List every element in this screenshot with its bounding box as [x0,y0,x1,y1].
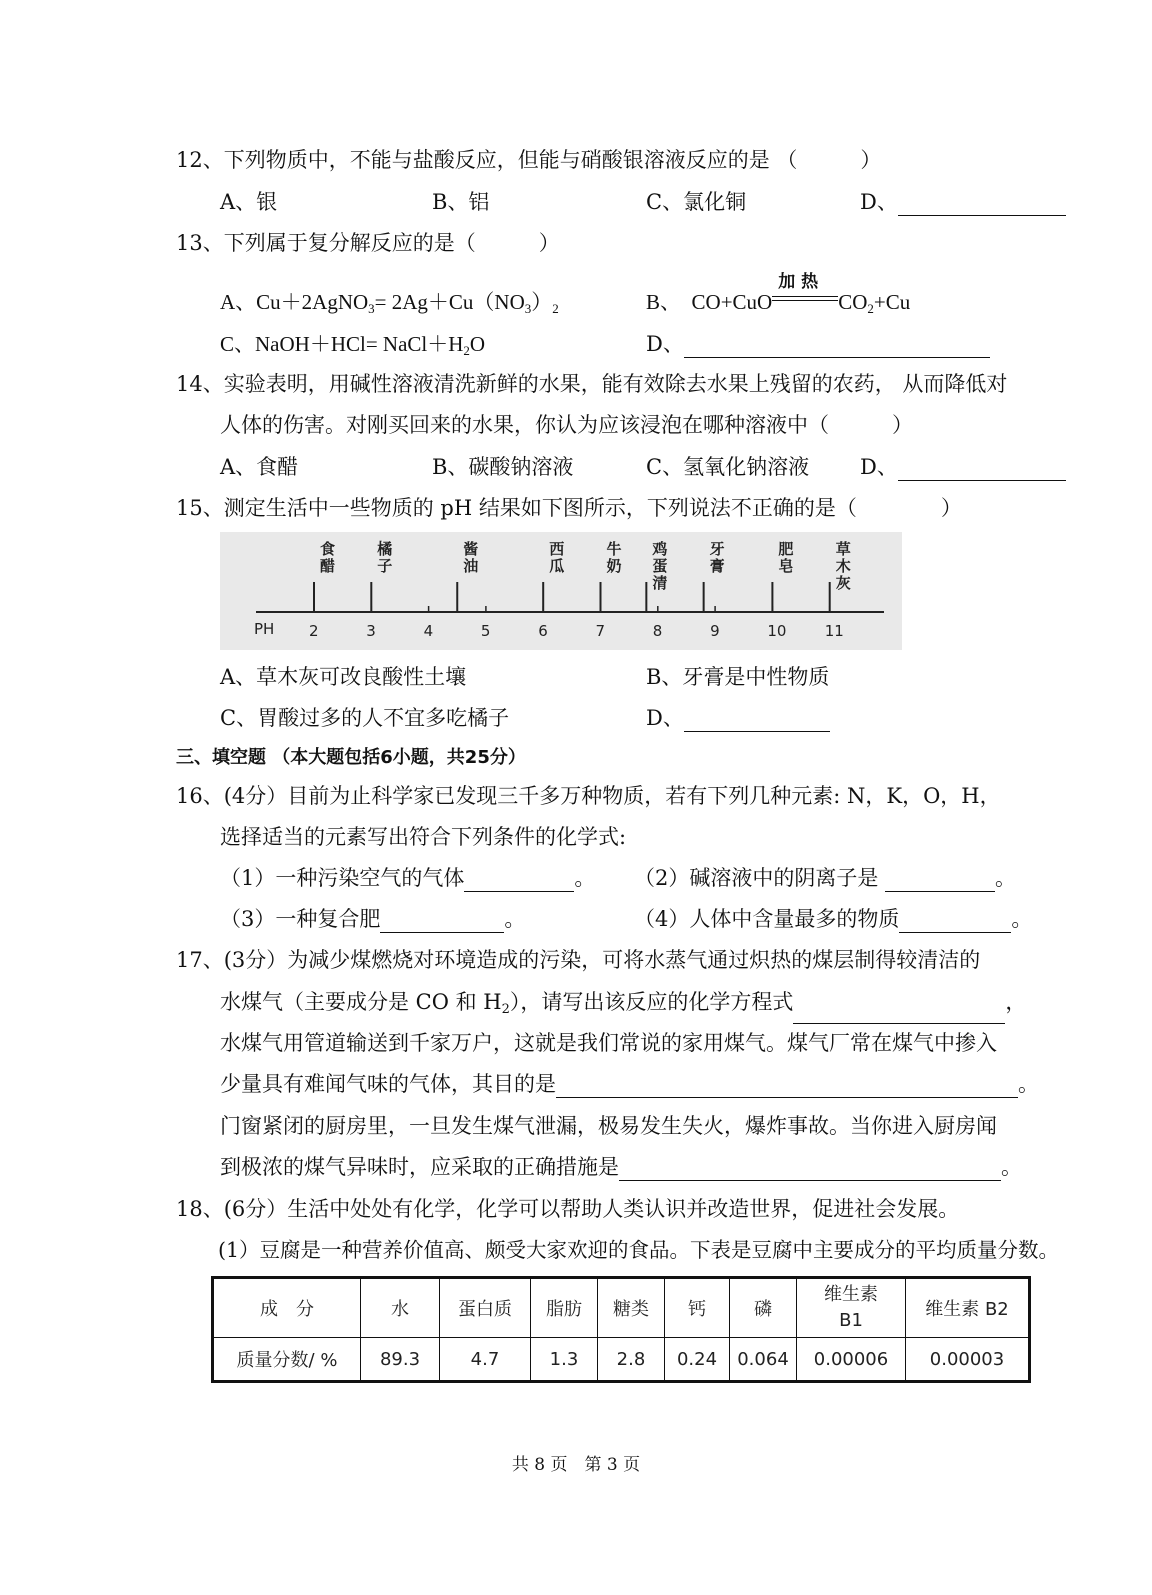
q12-option-a: A、银 [220,190,278,214]
table-header-cell: 成 分 [213,1278,361,1338]
ph-scale-svg [220,532,902,650]
q15-option-d-label: D、 [646,706,684,730]
ph-substance-label: 鸡 [652,540,668,558]
tofu-composition-table [211,1276,1031,1383]
ph-substance-label: 草 [835,540,851,558]
q16-part1: （1）一种污染空气的气体 。 [220,866,596,890]
q17-line6: 到极浓的煤气异味时，应采取的正确措施是 。 [220,1155,1022,1179]
answer-blank[interactable] [380,912,504,933]
ph-scale-figure [220,532,902,650]
q14-option-c: C、氢氧化钠溶液 [646,455,810,479]
q14-option-d [860,453,1066,481]
answer-blank[interactable] [684,711,830,732]
q13-option-c: C、NaOH＋HCl= $NaCl+H_2O$ [220,332,486,358]
table-cell: 1.3 [531,1338,598,1382]
answer-blank[interactable] [898,195,1066,216]
q13-option-d [646,330,990,358]
ph-substance-label: 子 [377,557,393,575]
q15-option-c: C、胃酸过多的人不宜多吃橘子 [220,706,510,730]
answer-blank[interactable] [898,460,1066,481]
q14-option-d-label: D、 [860,455,898,479]
table-row [213,1338,1030,1382]
ph-substance-label: 皂 [778,557,794,575]
q13-stem: 13、下列属于复分解反应的是（ ） [176,231,560,255]
q17-line2: 水煤气（主要成分是 CO 和 $H_2$），请写出该反应的化学方程式 ， [220,988,1026,1024]
answer-blank[interactable] [684,337,990,358]
q17-line3: 水煤气用管道输送到千家万户，这就是我们常说的家用煤气。煤气厂常在煤气中掺入 [220,1031,997,1055]
ph-axis-label: PH [254,620,275,638]
ph-substance-label: 西 [549,540,565,558]
q18-line1: 18、(6分）生活中处处有化学，化学可以帮助人类认识并改造世界，促进社会发展。 [176,1197,960,1221]
ph-tick-label: 7 [595,622,606,640]
table-cell: 89.3 [361,1338,440,1382]
q14-line1: 14、实验表明，用碱性溶液清洗新鲜的水果，能有效除去水果上残留的农药， 从而降低对 [176,372,1008,396]
table-header-cell: 维生素 B2 [906,1278,1030,1338]
q12-stem: 12、下列物质中，不能与盐酸反应，但能与硝酸银溶液反应的是 （ ） [176,148,882,172]
ph-substance-label: 醋 [320,557,336,575]
ph-tick-label: 10 [767,622,787,640]
ph-tick-label: 4 [423,622,434,640]
table-cell: 4.7 [440,1338,531,1382]
q12-option-d [860,188,1066,216]
q15-stem: 15、测定生活中一些物质的 pH 结果如下图所示，下列说法不正确的是（ ） [176,496,962,520]
ph-substance-label: 瓜 [549,557,565,575]
answer-blank[interactable] [899,912,1011,933]
ph-substance-label: 牛 [606,540,622,558]
answer-blank[interactable] [464,871,574,892]
ph-tick-label: 3 [366,622,376,640]
q16-part2: （2）碱溶液中的阴离子是 。 [634,866,1017,890]
ph-tick-label: 9 [710,622,720,640]
answer-blank[interactable] [793,1003,1005,1024]
ph-tick-label: 2 [309,622,319,640]
ph-substance-label: 奶 [606,557,622,575]
q14-line2: 人体的伤害。对刚买回来的水果，你认为应该浸泡在哪种溶液中（ ） [220,413,913,437]
answer-blank[interactable] [885,871,995,892]
table-cell: 0.064 [730,1338,797,1382]
ph-tick-label: 8 [652,622,663,640]
q16-part3: （3）一种复合肥 。 [220,907,526,931]
q12-option-b: B、铝 [432,190,490,214]
q14-option-b: B、碳酸钠溶液 [432,455,574,479]
answer-blank[interactable] [556,1077,1018,1098]
table-cell: 2.8 [598,1338,665,1382]
ph-substance-label: 食 [320,540,336,558]
ph-substance-label: 肥 [778,540,794,558]
q13-option-d-label: D、 [646,332,684,356]
ph-substance-label: 清 [652,574,668,592]
ph-substance-label: 酱 [463,540,479,558]
q15-option-d [646,704,830,732]
table-header-cell: 脂肪 [531,1278,598,1338]
q12-option-d-label: D、 [860,190,898,214]
ph-tick-label: 5 [480,622,491,640]
table-header-cell: 蛋白质 [440,1278,531,1338]
ph-substance-label: 油 [463,557,479,575]
table-header-cell: 维生素 B1 [797,1278,906,1338]
ph-substance-label: 牙 [709,540,725,558]
page-footer: 共 8 页 第 3 页 [511,1455,641,1475]
reaction-condition: 加 热 [778,272,819,293]
table-header-cell: 磷 [730,1278,797,1338]
table-cell: 0.00003 [906,1338,1030,1382]
section-heading: 三、填空题 （本大题包括6小题，共25分） [176,747,526,768]
q18-line2: (1）豆腐是一种营养价值高、颇受大家欢迎的食品。下表是豆腐中主要成分的平均质量分数。 [218,1238,1060,1262]
table-header-cell: 钙 [665,1278,730,1338]
ph-substance-label: 木 [835,557,851,575]
q17-line1: 17、(3分）为减少煤燃烧对环境造成的污染，可将水蒸气通过炽热的煤层制得较清洁的 [176,948,981,972]
q14-option-a: A、食醋 [220,455,299,479]
table-header-cell: 糖类 [598,1278,665,1338]
table-cell: 质量分数/ % [213,1338,361,1382]
reaction-arrow [772,272,838,314]
ph-substance-label: 橘 [377,540,393,558]
q13-option-b: B、 CO+CuO 加 热 $CO_2+Cu$ [646,288,910,323]
q16-part4: （4）人体中含量最多的物质 。 [634,907,1033,931]
q16-line2: 选择适当的元素写出符合下列条件的化学式: [220,825,627,849]
q12-option-c: C、氯化铜 [646,190,747,214]
table-cell: 0.00006 [797,1338,906,1382]
q15-option-a: A、草木灰可改良酸性土壤 [220,665,467,689]
ph-substance-label: 蛋 [652,557,668,575]
answer-blank[interactable] [619,1160,1001,1181]
q17-line4: 少量具有难闻气味的气体，其目的是 。 [220,1072,1039,1096]
table-header-row [213,1278,1030,1338]
ph-tick-label: 11 [824,622,844,640]
table-cell: 0.24 [665,1338,730,1382]
q16-line1: 16、(4分）目前为止科学家已发现三千多万种物质，若有下列几种元素: N，K，O，H， [176,784,1001,808]
ph-tick-label: 6 [538,622,548,640]
q17-line5: 门窗紧闭的厨房里，一旦发生煤气泄漏，极易发生失火，爆炸事故。当你进入厨房闻 [220,1114,997,1138]
table-header-cell: 水 [361,1278,440,1338]
ph-substance-label: 膏 [709,557,725,575]
ph-substance-label: 灰 [835,574,851,592]
q15-option-b: B、牙膏是中性物质 [646,665,830,689]
q13-option-a: A、Cu＋2AgNO$_3$= $2Ag+Cu(NO_3)_2$ [220,290,559,316]
